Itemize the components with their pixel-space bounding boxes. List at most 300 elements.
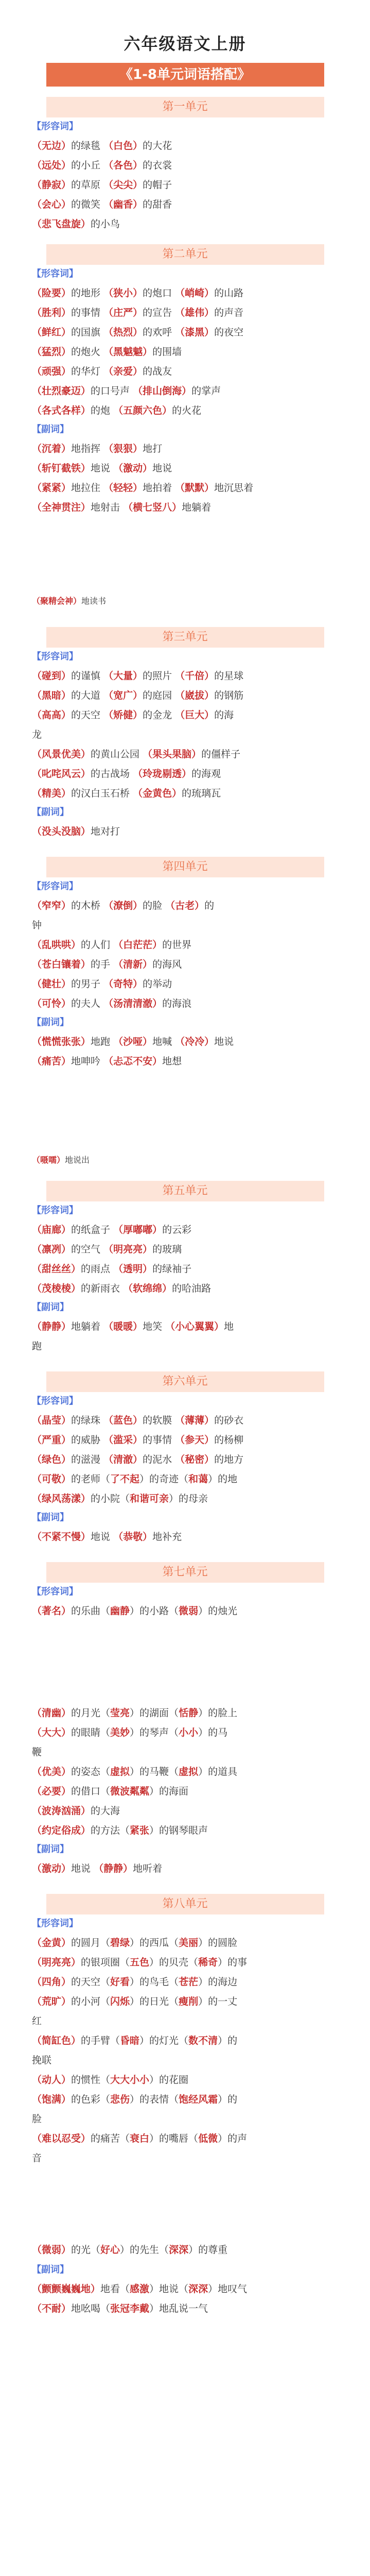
- category-label: 【副词】: [32, 424, 69, 435]
- collocation-line: [32, 916, 338, 935]
- collocation-word: （静寂）: [32, 179, 72, 191]
- unit-title: 第七单元: [46, 1562, 324, 1583]
- collocation-text: 的老师（: [71, 1473, 111, 1485]
- collocation-line: [32, 1527, 338, 1547]
- collocation-line: [32, 2011, 338, 2031]
- collocation-word: 莹亮: [110, 1707, 130, 1719]
- collocation-text: 的炮口: [143, 287, 175, 299]
- collocation-text: 的绿袖子: [152, 1263, 192, 1275]
- collocation-text: 的小河（: [71, 1996, 111, 2007]
- collocation-text: ）的尊重: [188, 2244, 228, 2256]
- collocation-text: 的银项圈（: [81, 1957, 130, 1968]
- collocation-line: [32, 1821, 338, 1840]
- collocation-text: 地对打: [91, 826, 120, 837]
- collocation-text: 的木桥: [71, 900, 104, 911]
- collocation-line: [32, 401, 338, 420]
- collocation-text: 地跑: [91, 1036, 114, 1047]
- collocation-word: （冷冷）: [175, 1036, 215, 1047]
- collocation-text: 地喊: [152, 1036, 175, 1047]
- collocation-text: ）的母亲: [169, 1493, 208, 1504]
- collocation-line: [32, 784, 338, 803]
- collocation-word: （金黄色）: [133, 788, 182, 799]
- collocation-word: 虚拟: [110, 1766, 130, 1777]
- collocation-text: 的火花: [172, 405, 202, 416]
- collocation-word: 和谐可亲: [130, 1493, 169, 1504]
- collocation-text: 的华灯: [71, 366, 104, 377]
- collocation-word: （庄严）: [103, 307, 143, 318]
- collocation-text: ）的钢琴眼声: [149, 1825, 208, 1836]
- collocation-text: 的古战场: [91, 768, 133, 779]
- collocation-word: 紧张: [130, 1825, 150, 1836]
- collocation-line: [32, 381, 338, 401]
- collocation-text: 的钢筋: [214, 690, 244, 701]
- content: [32, 97, 338, 2318]
- collocation-word: （会心）: [32, 199, 72, 210]
- collocation-word: （痛苦）: [32, 1056, 72, 1067]
- collocation-text: 的事情: [143, 1434, 175, 1446]
- collocation-text: 的山路: [214, 287, 244, 299]
- collocation-text: 的大花: [143, 140, 172, 151]
- collocation-text: 地说: [91, 463, 114, 474]
- collocation-word: 深深: [188, 2283, 208, 2295]
- collocation-line: [32, 214, 338, 234]
- collocation-text: 的小鸟: [91, 218, 120, 230]
- collocation-word: （优美）: [32, 1766, 72, 1777]
- collocation-word: （波涛汹涌）: [32, 1805, 91, 1817]
- collocation-text: 的雨点: [81, 1263, 114, 1275]
- collocation-text: 地说出: [65, 1155, 90, 1165]
- unit-title: 第一单元: [46, 97, 324, 117]
- collocation-word: （甜丝丝）: [32, 1263, 81, 1275]
- collocation-word: （慌慌张张）: [32, 1036, 91, 1047]
- category-label: 【形容词】: [32, 1918, 78, 1929]
- unit-title: 第三单元: [46, 627, 324, 648]
- collocation-text: ）的湖面（: [130, 1707, 179, 1719]
- collocation-text: 音: [32, 2153, 42, 2164]
- collocation-line: [32, 283, 338, 303]
- collocation-word: （宽广）: [103, 690, 143, 701]
- collocation-text: 的草原: [71, 179, 104, 191]
- collocation-text: ）的马: [198, 1727, 228, 1738]
- collocation-text: 地说: [152, 463, 172, 474]
- collocation-word: （汤清清澈）: [103, 998, 163, 1009]
- collocation-text: ）的马鞭（: [130, 1766, 179, 1777]
- collocation-text: ）的烛光: [198, 1605, 238, 1617]
- collocation-text: 的星球: [214, 670, 244, 682]
- collocation-text: 地沉思着: [214, 482, 254, 494]
- collocation-text: 的琉璃瓦: [182, 788, 221, 799]
- collocation-text: 的地方: [214, 1454, 244, 1465]
- collocation-word: （滥采）: [103, 1434, 143, 1446]
- collocation-word: （可敬）: [32, 1473, 72, 1485]
- collocation-word: （横七竖八）: [123, 502, 182, 513]
- collocation-line: [32, 2090, 338, 2109]
- collocation-word: （著名）: [32, 1605, 72, 1617]
- collocation-word: （千倍）: [175, 670, 215, 682]
- collocation-text: ）的奇迹（: [139, 1473, 189, 1485]
- collocation-word: 美丽: [179, 1937, 199, 1948]
- collocation-text: 的新雨衣: [81, 1283, 124, 1294]
- collocation-line: [32, 725, 338, 744]
- collocation-line: [32, 1336, 338, 1356]
- category-label: 【形容词】: [32, 121, 78, 132]
- unit-title: 第八单元: [46, 1894, 324, 1914]
- unit-section-continued: [32, 2240, 338, 2318]
- collocation-text: 的战友: [143, 366, 172, 377]
- collocation-line: [32, 744, 338, 764]
- unit-section: [32, 1181, 338, 1356]
- collocation-word: （轻轻）: [103, 482, 143, 494]
- collocation-text: 地看（: [100, 2283, 130, 2295]
- collocation-line: [32, 822, 338, 841]
- collocation-text: 的手: [91, 959, 114, 970]
- collocation-word: （默默）: [175, 482, 215, 494]
- collocation-text: 的人们: [81, 939, 114, 951]
- collocation-word: （雄伟）: [175, 307, 215, 318]
- collocation-word: （沉着）: [32, 443, 72, 454]
- collocation-word: （绿色）: [32, 1454, 72, 1465]
- collocation-line: [32, 1279, 338, 1298]
- collocation-word: （大量）: [103, 670, 143, 682]
- collocation-word: （碰到）: [32, 670, 72, 682]
- collocation-word: （清幽）: [32, 1707, 72, 1719]
- collocation-word: 稀奇: [198, 1957, 218, 1968]
- collocation-word: 大大小小: [110, 2074, 150, 2086]
- collocation-line: [32, 2031, 338, 2050]
- collocation-word: （亲爱）: [103, 366, 143, 377]
- collocation-word: （崴拔）: [175, 690, 215, 701]
- unit-title: 第五单元: [46, 1181, 324, 1201]
- collocation-line: [32, 1723, 338, 1742]
- collocation-text: 的掌声: [191, 385, 221, 397]
- collocation-word: （精美）: [32, 788, 72, 799]
- collocation-text: 地拉住: [71, 482, 104, 494]
- collocation-text: 的眼睛（: [71, 1727, 111, 1738]
- collocation-word: （远处）: [32, 160, 72, 171]
- collocation-word: （激动）: [113, 463, 153, 474]
- collocation-word: （可怜）: [32, 998, 72, 1009]
- collocation-line: [32, 1469, 338, 1489]
- collocation-text: 的金龙: [143, 709, 175, 721]
- unit-section: [32, 244, 338, 517]
- collocation-line: [32, 2299, 338, 2318]
- collocation-word: 微波粼粼: [110, 1786, 150, 1797]
- collocation-word: （茂棱棱）: [32, 1283, 81, 1294]
- collocation-word: 好心: [100, 2244, 120, 2256]
- collocation-text: 的天空: [71, 709, 104, 721]
- collocation-line: [32, 323, 338, 342]
- collocation-word: （恭敬）: [113, 1531, 153, 1543]
- collocation-word: （黑魆魆）: [103, 346, 153, 358]
- collocation-line: [32, 1220, 338, 1240]
- collocation-text: 的围墙: [152, 346, 182, 358]
- collocation-text: 的绿珠: [71, 1415, 104, 1426]
- collocation-text: 的姿态（: [71, 1766, 111, 1777]
- collocation-word: （沙哑）: [113, 1036, 153, 1047]
- collocation-word: （颤颤巍巍地）: [32, 2283, 101, 2295]
- collocation-word: 微弱: [179, 1605, 199, 1617]
- collocation-word: （晶莹）: [32, 1415, 72, 1426]
- category-label: 【副词】: [32, 1302, 69, 1313]
- collocation-word: （必要）: [32, 1786, 72, 1797]
- collocation-text: ）的地: [208, 1473, 238, 1485]
- collocation-word: （庙廊）: [32, 1224, 72, 1235]
- collocation-text: 的甜香: [143, 199, 172, 210]
- collocation-word: （全神贯注）: [32, 502, 91, 513]
- collocation-text: 的泥水: [143, 1454, 175, 1465]
- collocation-line: [32, 2109, 338, 2129]
- collocation-word: （风景优美）: [32, 749, 91, 760]
- collocation-word: （微弱）: [32, 2244, 72, 2256]
- collocation-word: 感激: [130, 2283, 150, 2295]
- collocation-text: 的海观: [191, 768, 221, 779]
- collocation-word: （参天）: [175, 1434, 215, 1446]
- collocation-text: 的: [204, 900, 215, 911]
- unit-section: [32, 1371, 338, 1547]
- collocation-text: 的国旗: [71, 327, 104, 338]
- collocation-line: [32, 1601, 338, 1621]
- collocation-line: [32, 1762, 338, 1782]
- collocation-text: 地听着: [133, 1863, 163, 1874]
- collocation-word: （排山倒海）: [133, 385, 192, 397]
- category-label: 【形容词】: [32, 1396, 78, 1406]
- collocation-text: 的乐曲（: [71, 1605, 111, 1617]
- collocation-line: [32, 2240, 338, 2260]
- collocation-text: 地拍着: [143, 482, 175, 494]
- collocation-line: [32, 1259, 338, 1279]
- collocation-word: 好看: [110, 1976, 130, 1988]
- collocation-text: 的欢呼: [143, 327, 175, 338]
- collocation-text: 的小院（: [91, 1493, 130, 1504]
- collocation-word: （难以忍受）: [32, 2133, 91, 2144]
- collocation-line: [32, 1933, 338, 1953]
- collocation-word: （蓝色）: [103, 1415, 143, 1426]
- collocation-text: 地呻吟: [71, 1056, 104, 1067]
- collocation-line: [32, 1450, 338, 1469]
- collocation-word: （叱咤风云）: [32, 768, 91, 779]
- collocation-line: [32, 1411, 338, 1430]
- collocation-word: 碧绿: [110, 1937, 130, 1948]
- collocation-line: [32, 1240, 338, 1259]
- collocation-text: 脸: [32, 2113, 42, 2125]
- collocation-text: 的纸盒子: [71, 1224, 114, 1235]
- collocation-line: [32, 2260, 338, 2279]
- collocation-text: 的汉白玉石桥: [71, 788, 133, 799]
- collocation-text: ）的琴声（: [130, 1727, 179, 1738]
- category-label: 【副词】: [32, 807, 69, 818]
- collocation-line: [32, 1154, 338, 1165]
- collocation-line: [32, 955, 338, 974]
- collocation-word: 低微: [198, 2133, 218, 2144]
- unit-section: [32, 1703, 338, 1878]
- collocation-text: ）的: [218, 2035, 238, 2046]
- collocation-line: [32, 498, 338, 517]
- unit-title: 第六单元: [46, 1371, 324, 1392]
- collocation-text: 鞭: [32, 1747, 42, 1758]
- collocation-line: [32, 156, 338, 175]
- collocation-text: 的黄山公园: [91, 749, 143, 760]
- collocation-word: 了不起: [110, 1473, 140, 1485]
- collocation-word: （狠狠）: [103, 443, 143, 454]
- collocation-text: ）的花圈: [149, 2074, 189, 2086]
- collocation-text: 的借口（: [71, 1786, 111, 1797]
- collocation-line: [32, 1317, 338, 1336]
- collocation-word: （暖暖）: [103, 1321, 143, 1332]
- collocation-word: （各式各样）: [32, 405, 91, 416]
- collocation-line: [32, 2070, 338, 2090]
- collocation-line: [32, 342, 338, 362]
- collocation-word: （四角）: [32, 1976, 72, 1988]
- collocation-text: 的海: [214, 709, 234, 721]
- collocation-word: 小小: [179, 1727, 199, 1738]
- collocation-text: ）的贝壳（: [149, 1957, 199, 1968]
- unit-section: [32, 1562, 338, 1621]
- collocation-line: [32, 195, 338, 214]
- collocation-word: （胜利）: [32, 307, 72, 318]
- collocation-text: ）地叹气: [208, 2283, 248, 2295]
- collocation-word: （嗫嚅）: [32, 1155, 65, 1165]
- collocation-text: 的大海: [91, 1805, 120, 1817]
- collocation-line: [32, 686, 338, 705]
- collocation-text: 的威胁: [71, 1434, 104, 1446]
- collocation-text: 的哈油路: [172, 1283, 212, 1294]
- collocation-text: 的脸: [143, 900, 166, 911]
- collocation-word: 闪烁: [110, 1996, 130, 2007]
- collocation-word: （明亮亮）: [103, 1244, 153, 1255]
- collocation-text: ）的圆脸: [198, 1937, 238, 1948]
- collocation-text: 地吆喝（: [71, 2303, 111, 2314]
- collocation-line: [32, 1742, 338, 1762]
- collocation-word: （不耐）: [32, 2303, 72, 2314]
- collocation-word: （黑暗）: [32, 690, 72, 701]
- collocation-line: [32, 1703, 338, 1723]
- collocation-word: （古老）: [165, 900, 205, 911]
- collocation-word: （苍白镶着）: [32, 959, 91, 970]
- collocation-text: 的大道: [71, 690, 104, 701]
- collocation-line: [32, 1972, 338, 1992]
- collocation-text: 的世界: [162, 939, 192, 951]
- collocation-text: 地指挥: [71, 443, 104, 454]
- collocation-text: 的色彩（: [71, 2094, 111, 2105]
- collocation-word: （巨大）: [175, 709, 215, 721]
- collocation-text: ）的一丈: [198, 1996, 238, 2007]
- collocation-text: 的照片: [143, 670, 175, 682]
- collocation-text: 地读书: [81, 596, 107, 606]
- collocation-line: [32, 362, 338, 381]
- category-label: 【副词】: [32, 1017, 69, 1028]
- collocation-text: 龙: [32, 729, 42, 740]
- collocation-word: 数不清: [188, 2035, 218, 2046]
- collocation-text: 的庭园: [143, 690, 175, 701]
- collocation-word: （透明）: [113, 1263, 153, 1275]
- unit-section: [32, 857, 338, 1071]
- collocation-word: 饱经风霜: [179, 2094, 218, 2105]
- collocation-word: （动人）: [32, 2074, 72, 2086]
- collocation-text: 的手臂（: [81, 2035, 120, 2046]
- collocation-text: ）的声: [218, 2133, 248, 2144]
- collocation-line: [32, 1782, 338, 1801]
- collocation-text: 的海浪: [162, 998, 192, 1009]
- collocation-word: （清新）: [113, 959, 153, 970]
- collocation-word: 衰白: [130, 2133, 150, 2144]
- collocation-text: ）的先生（: [120, 2244, 169, 2256]
- collocation-text: ）的: [218, 2094, 238, 2105]
- collocation-text: 地说: [214, 1036, 234, 1047]
- collocation-word: （悲飞盘旋）: [32, 218, 91, 230]
- collocation-line: [32, 1859, 338, 1878]
- collocation-word: （顽强）: [32, 366, 72, 377]
- collocation-word: （猛烈）: [32, 346, 72, 358]
- collocation-text: ）的脸上: [198, 1707, 238, 1719]
- collocation-word: 深深: [169, 2244, 189, 2256]
- collocation-text: 的海风: [152, 959, 182, 970]
- collocation-word: （果头果脑）: [143, 749, 202, 760]
- collocation-word: （清澈）: [103, 1454, 143, 1465]
- category-label: 【形容词】: [32, 651, 78, 662]
- collocation-line: [32, 1032, 338, 1052]
- collocation-text: 的地形: [71, 287, 104, 299]
- collocation-word: （简缸色）: [32, 2035, 81, 2046]
- collocation-text: ）的事: [218, 1957, 248, 1968]
- collocation-text: ）的鸟毛（: [130, 1976, 179, 1988]
- collocation-word: （无边）: [32, 140, 72, 151]
- collocation-word: （险要）: [32, 287, 72, 299]
- collocation-text: ）地说（: [149, 2283, 189, 2295]
- collocation-word: （五颜六色）: [113, 405, 172, 416]
- collocation-word: （狭小）: [103, 287, 143, 299]
- collocation-word: 美妙: [110, 1727, 130, 1738]
- collocation-word: （聚精会神）: [32, 596, 82, 606]
- collocation-line: [32, 2050, 338, 2070]
- collocation-text: 地打: [143, 443, 163, 454]
- collocation-line: [32, 2129, 338, 2148]
- collocation-text: ）的灯光（: [139, 2035, 189, 2046]
- collocation-text: 地补充: [152, 1531, 182, 1543]
- collocation-word: （白色）: [103, 140, 143, 151]
- collocation-text: ）的日光（: [130, 1996, 179, 2007]
- collocation-word: 张冠李戴: [110, 2303, 150, 2314]
- collocation-word: （白茫茫）: [113, 939, 163, 951]
- collocation-word: （忐忑不安）: [103, 1056, 163, 1067]
- collocation-text: 的绿毯: [71, 140, 104, 151]
- collocation-line: [32, 595, 338, 606]
- collocation-text: ）的嘴唇（: [149, 2133, 199, 2144]
- collocation-line: [32, 2279, 338, 2299]
- collocation-text: 的方法（: [91, 1825, 130, 1836]
- collocation-word: 五色: [130, 1957, 150, 1968]
- collocation-word: （静静）: [32, 1321, 72, 1332]
- collocation-word: （热烈）: [103, 327, 143, 338]
- collocation-word: 幽静: [110, 1605, 130, 1617]
- collocation-word: （玲珑剔透）: [133, 768, 192, 779]
- collocation-text: 的衣裳: [143, 160, 172, 171]
- category-label: 【形容词】: [32, 268, 78, 279]
- page-title: 六年级语文上册: [124, 34, 246, 54]
- unit-title: 第二单元: [46, 244, 324, 265]
- collocation-text: ）的道具: [198, 1766, 238, 1777]
- unit-section: [32, 97, 338, 234]
- collocation-text: 的滋漫: [71, 1454, 104, 1465]
- collocation-text: 的月光（: [71, 1707, 111, 1719]
- category-label: 【形容词】: [32, 1586, 78, 1597]
- collocation-word: （大大）: [32, 1727, 72, 1738]
- collocation-word: （没头没脑）: [32, 826, 91, 837]
- collocation-word: （约定俗成）: [32, 1825, 91, 1836]
- collocation-line: [32, 2148, 338, 2168]
- collocation-word: 悲伤: [110, 2094, 130, 2105]
- collocation-word: （鲜红）: [32, 327, 72, 338]
- collocation-text: 地射击: [91, 502, 124, 513]
